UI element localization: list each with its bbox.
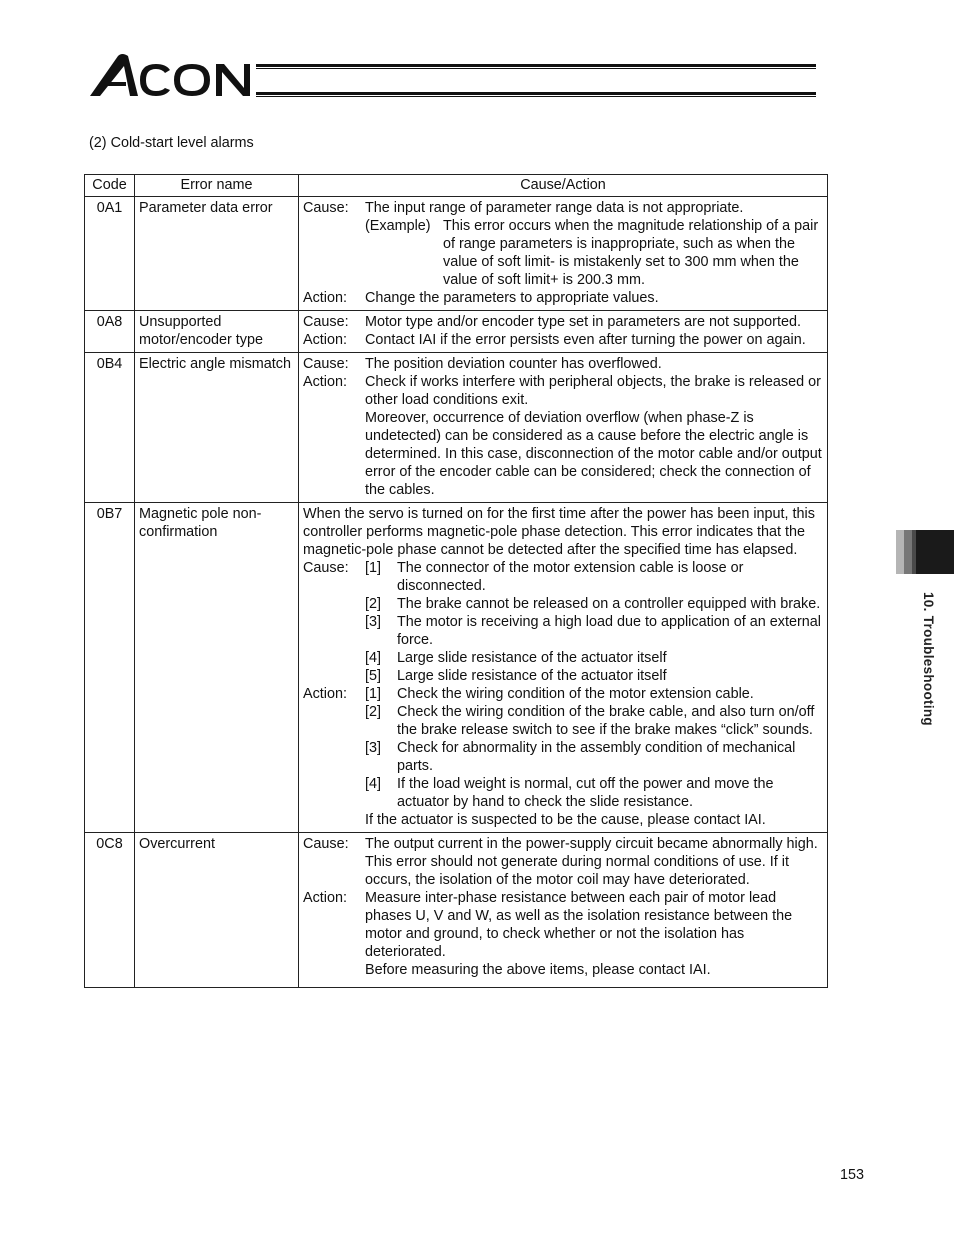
error-name: Parameter data error <box>135 197 299 311</box>
cause-label: Cause: <box>303 314 349 330</box>
cause-action <box>299 353 828 503</box>
logo-graphic <box>88 52 818 100</box>
cause-action <box>299 503 828 833</box>
action-text: Contact IAI if the error persists even after turning the power on again. <box>365 332 806 348</box>
action-item-number: [3] <box>365 740 381 756</box>
example-text: This error occurs when the magnitude relationship of a pair of range parameters is inappropriate, such as when the value of soft limit- is mistakenly set to 300 mm when the value of soft limit+ is 200.3 mm. <box>443 218 819 288</box>
cause-label: Cause: <box>303 836 349 852</box>
action-label: Action: <box>303 290 347 306</box>
action-text: Change the parameters to appropriate values. <box>365 290 659 306</box>
action-item-text: If the load weight is normal, cut off the power and move the actuator by hand to check the slide resistance. <box>397 776 774 810</box>
section-title: (2) Cold-start level alarms <box>89 135 254 151</box>
cause-text: The output current in the power-supply circuit became abnormally high. <box>365 836 818 852</box>
table-header-row <box>85 175 828 197</box>
action-label: Action: <box>303 374 347 390</box>
error-code: 0B4 <box>85 353 135 503</box>
error-name: Electric angle mismatch <box>135 353 299 503</box>
cause-item-text: Large slide resistance of the actuator itself <box>397 650 667 666</box>
table-row <box>85 197 828 311</box>
table-row <box>85 353 828 503</box>
cause-label: Cause: <box>303 356 349 372</box>
error-name: Overcurrent <box>135 833 299 988</box>
cause-label: Cause: <box>303 200 349 216</box>
error-name: Magnetic pole non-confirmation <box>135 503 299 833</box>
cause-item-number: [1] <box>365 560 381 576</box>
chapter-tab-marker <box>896 530 954 574</box>
cause-action <box>299 311 828 353</box>
action-item-number: [4] <box>365 776 381 792</box>
note-text: Before measuring the above items, please contact IAI. <box>365 962 711 978</box>
cause-item-text: The motor is receiving a high load due to application of an external force. <box>397 614 821 648</box>
action-label: Action: <box>303 332 347 348</box>
chapter-label: 10. Troubleshooting <box>921 592 936 726</box>
cause-action <box>299 197 828 311</box>
table-row <box>85 311 828 353</box>
action-item-text: Check for abnormality in the assembly condition of mechanical parts. <box>397 740 796 774</box>
action-text: Measure inter-phase resistance between each pair of motor lead phases U, V and W, as well as the isolation resistance between the motor and ground, to check whether or not the isolation has deteriorated. <box>365 890 793 960</box>
cause-item-number: [4] <box>365 650 381 666</box>
note-text: If the actuator is suspected to be the cause, please contact IAI. <box>365 812 766 828</box>
cause-item-text: The brake cannot be released on a controller equipped with brake. <box>397 596 821 612</box>
action-label: Action: <box>303 686 347 702</box>
action-item-number: [1] <box>365 686 381 702</box>
page-number: 153 <box>840 1167 865 1183</box>
action-item-text: Check the wiring condition of the brake cable, and also turn on/off the brake release switch to see if the brake makes “click” sounds. <box>397 704 815 738</box>
error-name: Unsupported motor/encoder type <box>135 311 299 353</box>
header-code: Code <box>85 175 135 197</box>
error-code: 0A1 <box>85 197 135 311</box>
cause-item-number: [3] <box>365 614 381 630</box>
cause-item-text: The connector of the motor extension cable is loose or disconnected. <box>397 560 744 594</box>
header-cause-action: Cause/Action <box>299 175 828 197</box>
cause-text: Motor type and/or encoder type set in parameters are not supported. <box>365 314 801 330</box>
header-error-name: Error name <box>135 175 299 197</box>
cause-note: This error should not generate during normal conditions of use. If it occurs, the isolation of the motor coil may have deteriorated. <box>365 854 789 888</box>
error-code: 0B7 <box>85 503 135 833</box>
action-text: Check if works interfere with peripheral objects, the brake is released or other load conditions exit. <box>365 374 821 408</box>
cold-start-alarm-table <box>84 174 828 988</box>
error-code: 0C8 <box>85 833 135 988</box>
action-item-number: [2] <box>365 704 381 720</box>
cause-item-text: Large slide resistance of the actuator itself <box>397 668 667 684</box>
note-text: Moreover, occurrence of deviation overflow (when phase-Z is undetected) can be considered as a cause before the electric angle is determined. In this case, disconnection of the motor cable and/or output error of the encoder cable can be considered; check the connection of the cables. <box>365 410 822 498</box>
cause-item-number: [2] <box>365 596 381 612</box>
action-item-text: Check the wiring condition of the motor extension cable. <box>397 686 754 702</box>
cause-action <box>299 833 828 988</box>
cause-text: The position deviation counter has overflowed. <box>365 356 662 372</box>
example-label: (Example) <box>365 218 431 234</box>
action-label: Action: <box>303 890 347 906</box>
intro-text: When the servo is turned on for the first time after the power has been input, this controller performs magnetic-pole phase detection. This error indicates that the magnetic-pole phase cannot be detected after the specified time has elapsed. <box>303 506 815 558</box>
cause-item-number: [5] <box>365 668 381 684</box>
error-code: 0A8 <box>85 311 135 353</box>
cause-label: Cause: <box>303 560 349 576</box>
table-row <box>85 503 828 833</box>
acon-logo <box>88 52 818 100</box>
cause-text: The input range of parameter range data is not appropriate. <box>365 200 744 216</box>
table-row <box>85 833 828 988</box>
